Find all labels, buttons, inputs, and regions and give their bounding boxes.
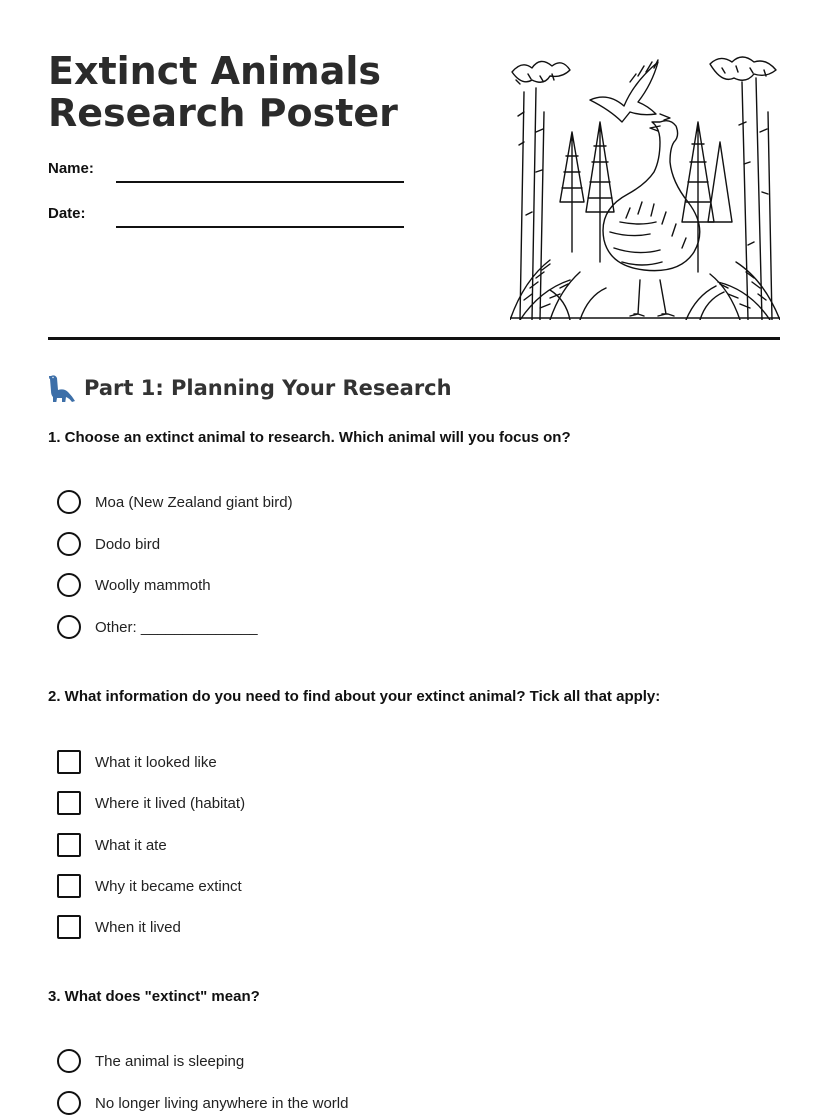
q2-option-habitat[interactable] bbox=[57, 791, 245, 815]
radio-button[interactable] bbox=[57, 1091, 81, 1115]
q1-option-other[interactable] bbox=[57, 615, 258, 639]
option-label: When it lived bbox=[95, 918, 181, 936]
checkbox[interactable] bbox=[57, 750, 81, 774]
page-title bbox=[48, 50, 488, 134]
option-label: What it ate bbox=[95, 836, 167, 854]
option-label: What it looked like bbox=[95, 753, 217, 771]
date-write-line[interactable] bbox=[116, 226, 404, 228]
option-label: The animal is sleeping bbox=[95, 1052, 245, 1070]
date-field[interactable] bbox=[48, 205, 408, 229]
option-label: Other: ______________ bbox=[95, 618, 258, 636]
option-label: Dodo bird bbox=[95, 535, 161, 553]
name-field[interactable] bbox=[48, 160, 408, 184]
radio-button[interactable] bbox=[57, 615, 81, 639]
option-label: Moa (New Zealand giant bird) bbox=[95, 493, 293, 511]
checkbox[interactable] bbox=[57, 791, 81, 815]
name-label: Name: bbox=[48, 160, 94, 177]
name-write-line[interactable] bbox=[116, 181, 404, 183]
radio-button[interactable] bbox=[57, 1049, 81, 1073]
question-3: 3. What does "extinct" mean? bbox=[48, 988, 260, 1005]
radio-button[interactable] bbox=[57, 573, 81, 597]
option-label: Why it became extinct bbox=[95, 877, 242, 895]
section-divider bbox=[48, 337, 780, 340]
title-line-2: Research Poster bbox=[48, 91, 398, 135]
date-label: Date: bbox=[48, 205, 86, 222]
q2-option-looks[interactable] bbox=[57, 750, 217, 774]
radio-button[interactable] bbox=[57, 490, 81, 514]
q3-option-sleeping[interactable] bbox=[57, 1049, 244, 1073]
option-label: No longer living anywhere in the world bbox=[95, 1094, 349, 1112]
part1-heading bbox=[48, 374, 452, 402]
option-label: Woolly mammoth bbox=[95, 576, 211, 594]
q1-option-mammoth[interactable] bbox=[57, 573, 211, 597]
question-1: 1. Choose an extinct animal to research. Which animal will you focus on? bbox=[48, 429, 571, 446]
q2-option-diet[interactable] bbox=[57, 833, 167, 857]
q1-option-dodo[interactable] bbox=[57, 532, 160, 556]
checkbox[interactable] bbox=[57, 915, 81, 939]
checkbox[interactable] bbox=[57, 874, 81, 898]
question-2: 2. What information do you need to find about your extinct animal? Tick all that apply: bbox=[48, 688, 661, 705]
q3-option-no-longer-living[interactable] bbox=[57, 1091, 348, 1115]
q2-option-extinction[interactable] bbox=[57, 874, 242, 898]
radio-button[interactable] bbox=[57, 532, 81, 556]
checkbox[interactable] bbox=[57, 833, 81, 857]
forest-moa-eagle-illustration bbox=[510, 52, 780, 320]
q1-option-moa[interactable] bbox=[57, 490, 293, 514]
q2-option-when[interactable] bbox=[57, 915, 181, 939]
title-line-1: Extinct Animals bbox=[48, 49, 382, 93]
dinosaur-icon bbox=[48, 374, 78, 402]
part1-heading-text: Part 1: Planning Your Research bbox=[84, 376, 452, 400]
option-label: Where it lived (habitat) bbox=[95, 794, 246, 812]
